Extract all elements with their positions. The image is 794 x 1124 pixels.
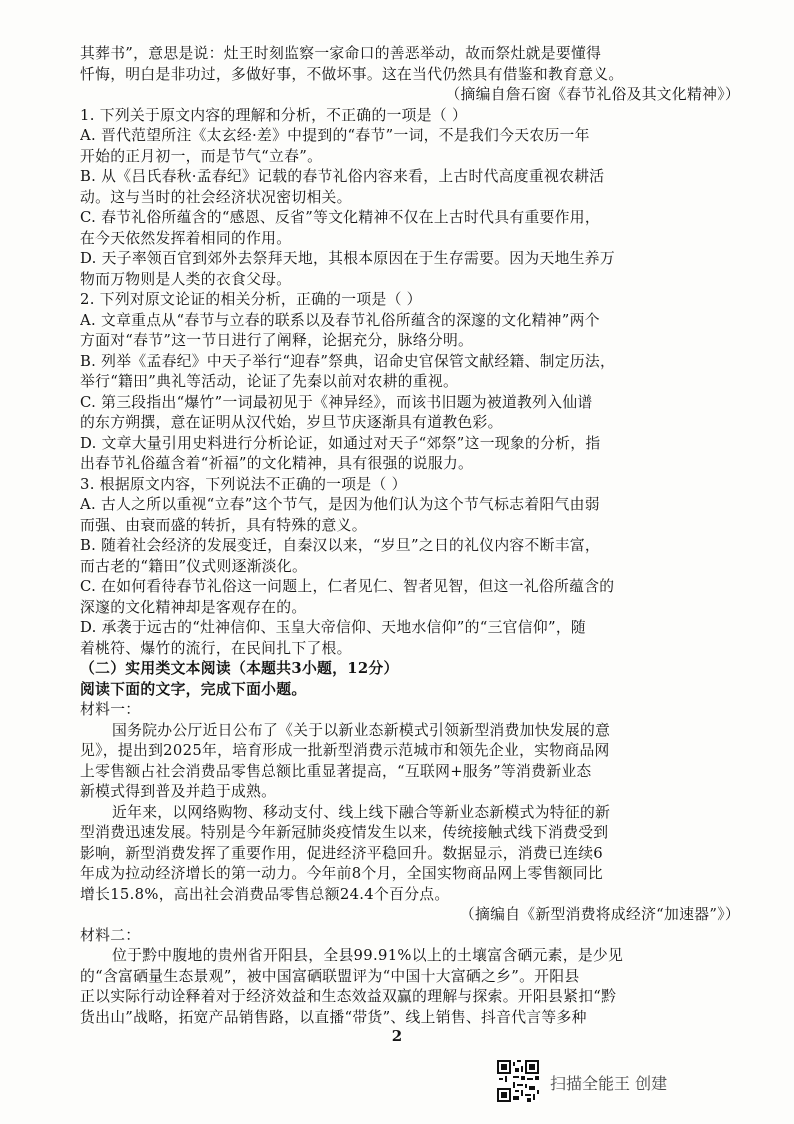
qr-code-icon	[497, 1060, 539, 1102]
paragraph-line: 见》，提出到2025年，培育形成一批新型消费示范城市和领先企业，实物商品网	[80, 742, 610, 759]
source-citation: （摘编自《新型消费将成经济“加速器”》）	[459, 906, 740, 923]
option-c: C. 第三段指出“爆竹”一词最初见于《神异经》，而该书旧题为被道教列入仙谱	[80, 394, 593, 411]
paragraph-line: 新模式得到普及并趋于成熟。	[80, 783, 277, 800]
text-line: 方面对“春节”这一节日进行了阐释，论据充分，脉络分明。	[80, 332, 474, 349]
text-line: 开始的正月初一，而是节气“立春”。	[80, 148, 323, 165]
option-a: A. 古人之所以重视“立春”这个节气，是因为他们认为这个节气标志着阳气由弱	[80, 496, 600, 513]
question-2: 2. 下列对原文论证的相关分析，正确的一项是（ ）	[80, 291, 422, 308]
text-line: 动。这与当时的社会经济状况密切相关。	[80, 189, 352, 206]
paragraph-line: 国务院办公厅近日公布了《关于以新业态新模式引领新型消费加快发展的意	[112, 722, 611, 739]
paragraph-line: 的“含富硒量生态景观”，被中国富硒联盟评为“中国十大富硒之乡”。开阳县	[80, 968, 580, 985]
option-a: A. 晋代范望所注《太玄经·差》中提到的“春节”一词，不是我们今天农历一年	[80, 127, 590, 144]
option-d: D. 天子率领百官到郊外去祭拜天地，其根本原因在于生存需要。因为天地生养万	[80, 250, 615, 267]
scanner-watermark: 扫描全能王 创建	[550, 1074, 668, 1093]
question-3: 3. 根据原文内容，下列说法不正确的一项是（ ）	[80, 476, 407, 493]
paragraph-line: 影响，新型消费发挥了重要作用，促进经济平稳回升。数据显示，消费已连续6	[80, 845, 604, 862]
paragraph-line: 型消费迅速发展。特别是今年新冠肺炎疫情发生以来，传统接触式线下消费受到	[80, 824, 609, 841]
option-c: C. 春节礼俗所蕴含的“感恩、反省”等文化精神不仅在上古时代具有重要作用，	[80, 209, 600, 226]
option-a: A. 文章重点从“春节与立春的联系以及春节礼俗所蕴含的深邃的文化精神”两个	[80, 312, 600, 329]
paragraph-line: 近年来，以网络购物、移动支付、线上线下融合等新业态新模式为特征的新	[112, 804, 611, 821]
text-line: 举行“籍田”典礼等活动，论证了先秦以前对农耕的重视。	[80, 373, 459, 390]
source-citation: （摘编自詹石窗《春节礼俗及其文化精神》）	[445, 86, 740, 103]
section-heading: （二）实用类文本阅读（本题共3小题，12分）	[80, 660, 399, 677]
option-c: C. 在如何看待春节礼俗这一问题上，仁者见仁、智者见智，但这一礼俗所蕴含的	[80, 578, 615, 595]
material-label: 材料一：	[80, 701, 141, 718]
text-line: 其葬书”，意思是说：灶王时刻监察一家命口的善恶举动，故而祭灶就是要懂得	[80, 45, 602, 62]
option-d: D. 文章大量引用史料进行分析论证，如通过对天子“郊祭”这一现象的分析，指	[80, 435, 601, 452]
text-line: 而古老的“籍田”仪式则逐渐淡化。	[80, 558, 308, 575]
text-line: 在今天依然发挥着相同的作用。	[80, 230, 292, 247]
paragraph-line: 位于黔中腹地的贵州省开阳县，全县99.91%以上的土壤富含硒元素，是少见	[112, 947, 624, 964]
option-b: B. 从《吕氏春秋·孟春纪》记载的春节礼俗内容来看，上古时代高度重视农耕活	[80, 168, 605, 185]
instruction: 阅读下面的文字，完成下面小题。	[80, 681, 307, 698]
text-line: 出春节礼俗蕴含着“祈福”的文化精神，具有很强的说服力。	[80, 455, 474, 472]
text-line: 物而万物则是人类的衣食父母。	[80, 271, 292, 288]
option-b: B. 列举《孟春纪》中天子举行“迎春”祭典，诏命史官保管文献经籍、制定历法，	[80, 353, 616, 370]
paragraph-line: 货出山”战略，拓宽产品销售路，以直播“带货”、线上销售、抖音代言等多种	[80, 1009, 587, 1026]
material-label: 材料二：	[80, 927, 141, 944]
paragraph-line: 年成为拉动经济增长的第一动力。今年前8个月，全国实物商品网上零售额同比	[80, 865, 604, 882]
paragraph-line: 正以实际行动诠释着对于经济效益和生态效益双赢的理解与探索。开阳县紧扣“黔	[80, 988, 617, 1005]
paragraph-line: 上零售额占社会消费品零售总额比重显著提高，“互联网+服务”等消费新业态	[80, 763, 592, 780]
page-number: 2	[391, 1027, 403, 1045]
text-line: 而强、由衰而盛的转折，具有特殊的意义。	[80, 517, 367, 534]
option-d: D. 承袭于远古的“灶神信仰、玉皇大帝信仰、天地水信仰”的“三官信仰”，随	[80, 619, 587, 636]
text-line: 忏悔，明白是非功过，多做好事，不做坏事。这在当代仍然具有借鉴和教育意义。	[80, 66, 624, 83]
question-1: 1. 下列关于原文内容的理解和分析，不正确的一项是（ ）	[80, 107, 468, 124]
text-line: 深邃的文化精神却是客观存在的。	[80, 599, 307, 616]
text-line: 着桃符、爆竹的流行，在民间扎下了根。	[80, 640, 352, 657]
paragraph-line: 增长15.8%，高出社会消费品零售总额24.4个百分点。	[80, 886, 450, 903]
text-line: 的东方朔撰，意在证明从汉代始，岁旦节庆逐渐具有道教色彩。	[80, 414, 503, 431]
option-b: B. 随着社会经济的发展变迁，自秦汉以来，“岁旦”之日的礼仪内容不断丰富，	[80, 537, 601, 554]
